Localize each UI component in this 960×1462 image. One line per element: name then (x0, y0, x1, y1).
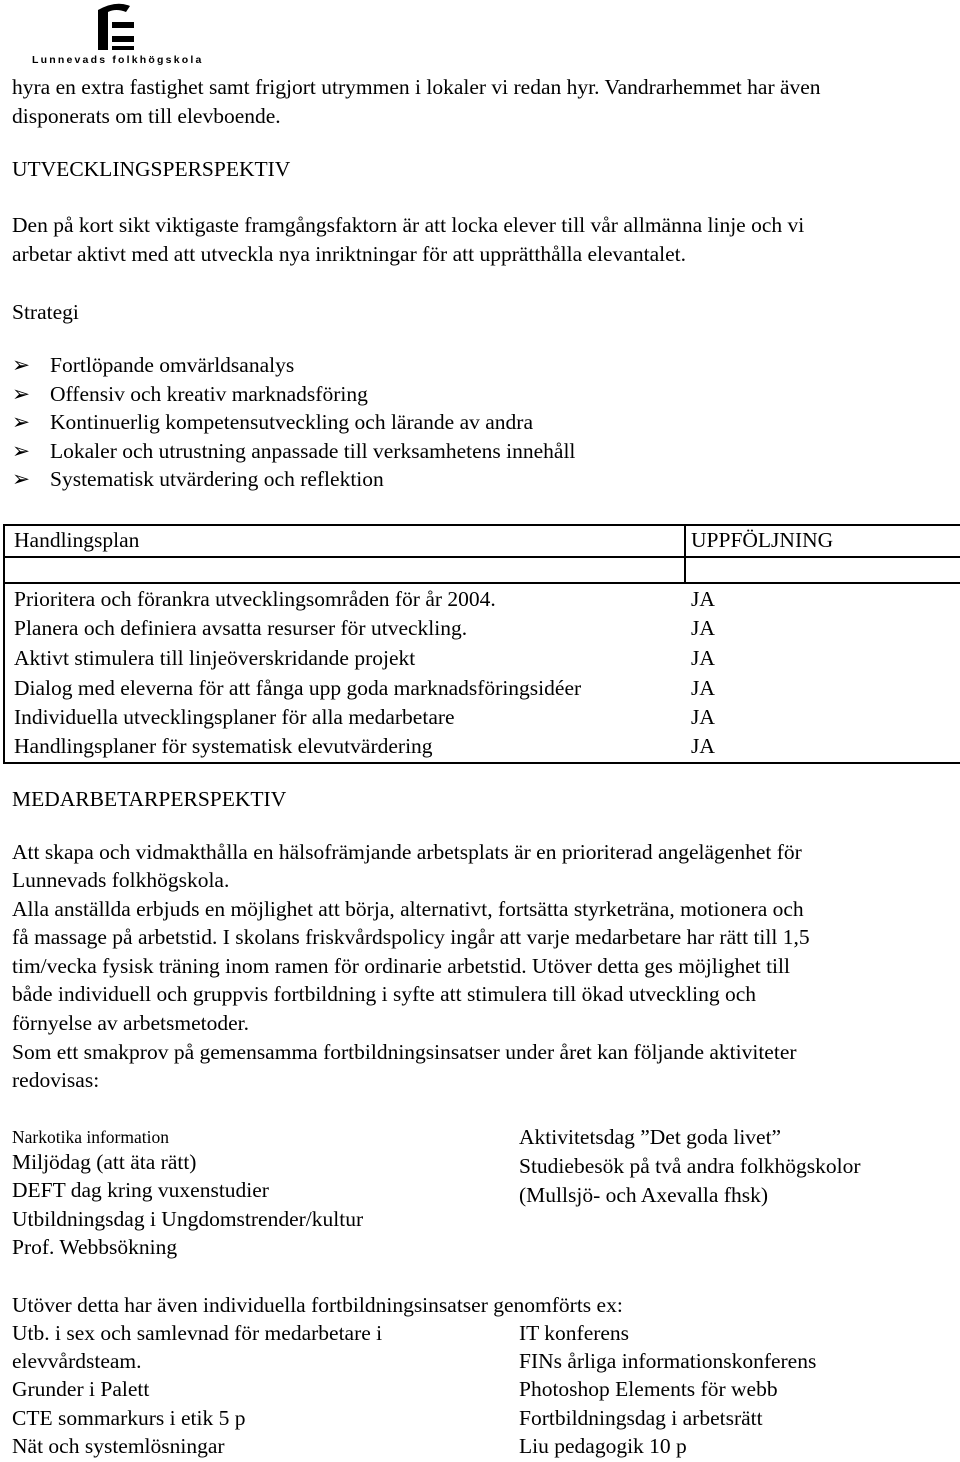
medarbetar-heading: MEDARBETARPERSPEKTIV (12, 787, 287, 811)
individual-left: Nät och systemlösningar (12, 1434, 225, 1458)
list-item-label: Kontinuerlig kompetensutveckling och lärande av andra (50, 410, 533, 435)
activity-left: Prof. Webbsökning (12, 1235, 178, 1259)
intro-line-2: disponerats om till elevboende. (12, 104, 281, 128)
list-item-label: Fortlöpande omvärldsanalys (50, 353, 295, 377)
table-row: Aktivt stimulera till linjeöverskridande projekt (14, 646, 416, 670)
school-logo (30, 2, 204, 68)
individual-left: Utb. i sex och samlevnad för medarbetare i (12, 1321, 383, 1345)
utveckling-line-1: Den på kort sikt viktigaste framgångsfaktorn är att locka elever till vår allmänna linje och vi (12, 213, 805, 237)
medarbetar-line: Lunnevads folkhögskola. (12, 868, 230, 892)
individual-left: CTE sommarkurs i etik 5 p (12, 1406, 246, 1430)
handlingsplan-table (3, 524, 960, 764)
activity-left: Narkotika information (12, 1127, 169, 1147)
utveckling-line-2: arbetar aktivt med att utveckla nya inriktningar för att upprätthålla elevantalet. (12, 242, 686, 266)
individual-right: Liu pedagogik 10 p (519, 1434, 687, 1458)
table-row-status: JA (691, 705, 715, 729)
strategi-list (12, 351, 575, 494)
list-item (12, 408, 575, 437)
medarbetar-line: Att skapa och vidmakthålla en hälsofrämjande arbetsplats är en prioriterad angelägenhet för (12, 840, 802, 864)
table-row-status: JA (691, 734, 715, 758)
table-row: Planera och definiera avsatta resurser för utveckling. (14, 616, 468, 640)
arrowhead-bullet-icon: ➢ (12, 381, 31, 406)
table-column-divider (684, 526, 686, 583)
intro-line-1: hyra en extra fastighet samt frigjort utrymmen i lokaler vi redan hyr. Vandrarhemmet har även (12, 75, 821, 99)
activity-left: Utbildningsdag i Ungdomstrender/kultur (12, 1207, 364, 1231)
table-row: Prioritera och förankra utvecklingsområden för år 2004. (14, 587, 496, 611)
arrowhead-bullet-icon: ➢ (12, 467, 31, 492)
arrowhead-bullet-icon: ➢ (12, 410, 31, 435)
activity-left: Miljödag (att äta rätt) (12, 1150, 197, 1174)
arrowhead-bullet-icon: ➢ (12, 353, 31, 377)
activity-left: DEFT dag kring vuxenstudier (12, 1178, 269, 1202)
medarbetar-line: Alla anställda erbjuds en möjlighet att börja, alternativt, fortsätta styrketräna, motionera och (12, 897, 804, 921)
logo-mark-icon (30, 2, 200, 54)
medarbetar-line: Som ett smakprov på gemensamma fortbildningsinsatser under året kan följande aktiviteter (12, 1040, 797, 1064)
medarbetar-line: tim/vecka fysisk träning inom ramen för ordinarie arbetstid. Utöver detta ges möjlighet till (12, 954, 790, 978)
table-row: Handlingsplaner för systematisk elevutvärdering (14, 734, 433, 758)
list-item (12, 437, 575, 466)
list-item-label: Offensiv och kreativ marknadsföring (50, 381, 368, 406)
activity-right: Aktivitetsdag ”Det goda livet” (519, 1125, 782, 1149)
table-row-status: JA (691, 676, 715, 700)
medarbetar-line: få massage på arbetstid. I skolans friskvårdspolicy ingår att varje medarbetare har rätt till 1,5 (12, 925, 810, 949)
arrowhead-bullet-icon: ➢ (12, 438, 31, 463)
table-row-status: JA (691, 616, 715, 640)
individual-right: Fortbildningsdag i arbetsrätt (519, 1406, 763, 1430)
table-row: Individuella utvecklingsplaner för alla medarbetare (14, 705, 455, 729)
individual-left: elevvårdsteam. (12, 1349, 142, 1373)
activity-right: Studiebesök på två andra folkhögskolor (519, 1154, 861, 1178)
table-divider (5, 556, 960, 558)
table-divider (5, 582, 960, 584)
plan-header-action: Handlingsplan (14, 528, 140, 552)
table-row-status: JA (691, 587, 715, 611)
individual-right: FINs årliga informationskonferens (519, 1349, 817, 1373)
list-item (12, 351, 575, 380)
individual-left: Grunder i Palett (12, 1377, 150, 1401)
strategi-heading: Strategi (12, 300, 79, 324)
activity-right: (Mullsjö- och Axevalla fhsk) (519, 1183, 768, 1207)
utveckling-heading: UTVECKLINGSPERSPEKTIV (12, 157, 291, 181)
list-item-label: Lokaler och utrustning anpassade till verksamhetens innehåll (50, 438, 576, 463)
logo-text: Lunnevads folkhögskola (32, 54, 204, 66)
medarbetar-line: förnyelse av arbetsmetoder. (12, 1011, 250, 1035)
plan-header-followup: UPPFÖLJNING (691, 528, 834, 552)
table-row-status: JA (691, 646, 715, 670)
individual-intro: Utöver detta har även individuella fortbildningsinsatser genomförts ex: (12, 1293, 623, 1317)
medarbetar-line: både individuell och gruppvis fortbildning i syfte att stimulera till ökad utveckling och (12, 982, 756, 1006)
list-item-label: Systematisk utvärdering och reflektion (50, 467, 384, 492)
list-item (12, 465, 575, 494)
list-item (12, 380, 575, 409)
individual-right: IT konferens (519, 1321, 630, 1345)
individual-right: Photoshop Elements för webb (519, 1377, 778, 1401)
table-row: Dialog med eleverna för att fånga upp goda marknadsföringsidéer (14, 676, 582, 700)
medarbetar-line: redovisas: (12, 1068, 100, 1092)
